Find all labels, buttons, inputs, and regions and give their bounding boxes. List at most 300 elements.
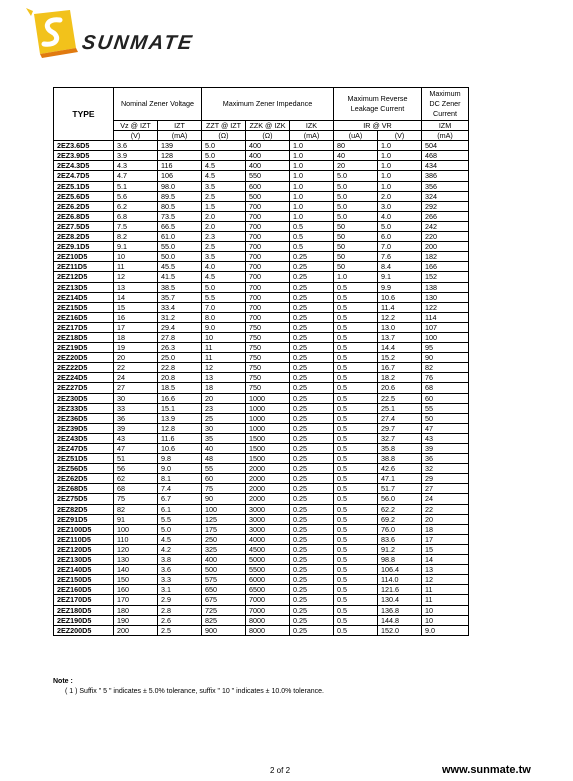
value-cell: 0.5 — [334, 524, 378, 534]
value-cell: 82 — [422, 363, 469, 373]
value-cell: 11 — [202, 353, 246, 363]
table-row — [54, 444, 469, 454]
value-cell: 1000 — [246, 423, 290, 433]
value-cell: 5.0 — [202, 282, 246, 292]
value-cell: 3.5 — [202, 252, 246, 262]
value-cell: 50 — [334, 252, 378, 262]
value-cell: 500 — [202, 565, 246, 575]
table-row — [54, 615, 469, 625]
table-row — [54, 332, 469, 342]
value-cell: 50 — [334, 262, 378, 272]
value-cell: 40 — [334, 151, 378, 161]
value-cell: 0.5 — [334, 575, 378, 585]
value-cell: 76.0 — [378, 524, 422, 534]
value-cell: 5.0 — [202, 141, 246, 151]
type-cell: 2EZ150D5 — [54, 575, 114, 585]
value-cell: 550 — [246, 171, 290, 181]
value-cell: 700 — [246, 302, 290, 312]
type-cell: 2EZ4.3D5 — [54, 161, 114, 171]
value-cell: 0.5 — [334, 343, 378, 353]
value-cell: 400 — [246, 161, 290, 171]
type-cell: 2EZ20D5 — [54, 353, 114, 363]
value-cell: 2.5 — [202, 191, 246, 201]
type-cell: 2EZ39D5 — [54, 423, 114, 433]
value-cell: 6500 — [246, 585, 290, 595]
value-cell: 60 — [422, 393, 469, 403]
value-cell: 9.0 — [422, 625, 469, 635]
table-row — [54, 605, 469, 615]
value-cell: 114 — [422, 312, 469, 322]
value-cell: 324 — [422, 191, 469, 201]
value-cell: 2.0 — [202, 211, 246, 221]
subheader: IZT — [158, 121, 202, 131]
value-cell: 138 — [422, 282, 469, 292]
value-cell: 0.5 — [334, 282, 378, 292]
value-cell: 130 — [422, 292, 469, 302]
value-cell: 35.7 — [158, 292, 202, 302]
value-cell: 468 — [422, 151, 469, 161]
value-cell: 0.5 — [334, 413, 378, 423]
value-cell: 0.5 — [334, 292, 378, 302]
value-cell: 128 — [158, 151, 202, 161]
value-cell: 100 — [422, 332, 469, 342]
value-cell: 9.0 — [158, 464, 202, 474]
value-cell: 8.4 — [378, 262, 422, 272]
value-cell: 0.5 — [334, 544, 378, 554]
value-cell: 121.6 — [378, 585, 422, 595]
value-cell: 19 — [114, 343, 158, 353]
value-cell: 5500 — [246, 565, 290, 575]
value-cell: 39 — [114, 423, 158, 433]
value-cell: 0.25 — [290, 605, 334, 615]
value-cell: 18 — [114, 332, 158, 342]
value-cell: 43 — [114, 433, 158, 443]
value-cell: 400 — [202, 555, 246, 565]
value-cell: 0.25 — [290, 353, 334, 363]
value-cell: 75 — [114, 494, 158, 504]
subheader: IR @ VR — [334, 121, 422, 131]
value-cell: 0.25 — [290, 514, 334, 524]
value-cell: 900 — [202, 625, 246, 635]
value-cell: 29 — [422, 474, 469, 484]
value-cell: 9.1 — [114, 242, 158, 252]
value-cell: 18 — [422, 524, 469, 534]
type-cell: 2EZ16D5 — [54, 312, 114, 322]
value-cell: 82 — [114, 504, 158, 514]
value-cell: 650 — [202, 585, 246, 595]
value-cell: 106.4 — [378, 565, 422, 575]
table-row — [54, 161, 469, 171]
value-cell: 0.5 — [334, 585, 378, 595]
unit: (V) — [114, 131, 158, 141]
table-row — [54, 413, 469, 423]
value-cell: 107 — [422, 322, 469, 332]
note-section — [53, 678, 324, 695]
value-cell: 4.5 — [158, 534, 202, 544]
value-cell: 6.2 — [114, 201, 158, 211]
value-cell: 1.0 — [290, 151, 334, 161]
value-cell: 4000 — [246, 534, 290, 544]
type-cell: 2EZ91D5 — [54, 514, 114, 524]
type-cell: 2EZ5.1D5 — [54, 181, 114, 191]
value-cell: 40 — [202, 444, 246, 454]
value-cell: 175 — [202, 524, 246, 534]
value-cell: 2.3 — [202, 232, 246, 242]
table-row — [54, 555, 469, 565]
value-cell: 0.5 — [334, 322, 378, 332]
value-cell: 136.8 — [378, 605, 422, 615]
value-cell: 2000 — [246, 464, 290, 474]
value-cell: 0.5 — [334, 302, 378, 312]
value-cell: 120 — [114, 544, 158, 554]
value-cell: 700 — [246, 252, 290, 262]
value-cell: 250 — [202, 534, 246, 544]
value-cell: 0.5 — [334, 444, 378, 454]
value-cell: 3.9 — [114, 151, 158, 161]
value-cell: 22 — [422, 504, 469, 514]
value-cell: 1.0 — [290, 191, 334, 201]
value-cell: 1.0 — [290, 201, 334, 211]
value-cell: 5.0 — [334, 201, 378, 211]
type-cell: 2EZ75D5 — [54, 494, 114, 504]
value-cell: 20 — [422, 514, 469, 524]
value-cell: 13.9 — [158, 413, 202, 423]
value-cell: 122 — [422, 302, 469, 312]
value-cell: 50 — [334, 221, 378, 231]
type-cell: 2EZ5.6D5 — [54, 191, 114, 201]
note-title: Note : — [53, 678, 73, 685]
sunmate-logo — [26, 8, 216, 63]
type-cell: 2EZ9.1D5 — [54, 242, 114, 252]
value-cell: 1.0 — [334, 272, 378, 282]
value-cell: 6.1 — [158, 504, 202, 514]
value-cell: 2000 — [246, 484, 290, 494]
zener-spec-table — [53, 87, 469, 636]
value-cell: 0.25 — [290, 534, 334, 544]
value-cell: 2000 — [246, 494, 290, 504]
type-cell: 2EZ30D5 — [54, 393, 114, 403]
value-cell: 55 — [422, 403, 469, 413]
note-line: ( 1 ) Suffix " 5 " indicates ± 5.0% tolerance, suffix " 10 " indicates ± 10.0% tolerance. — [65, 688, 324, 695]
value-cell: 0.5 — [334, 464, 378, 474]
value-cell: 1000 — [246, 413, 290, 423]
value-cell: 292 — [422, 201, 469, 211]
value-cell: 11.4 — [378, 302, 422, 312]
unit: (uA) — [334, 131, 378, 141]
type-header: TYPE — [54, 88, 114, 141]
value-cell: 47 — [114, 444, 158, 454]
group-header: Maximum DC Zener Current — [422, 88, 469, 121]
type-cell: 2EZ10D5 — [54, 252, 114, 262]
table-body — [54, 141, 469, 636]
value-cell: 29.7 — [378, 423, 422, 433]
value-cell: 1500 — [246, 454, 290, 464]
value-cell: 13.0 — [378, 322, 422, 332]
value-cell: 200 — [422, 242, 469, 252]
value-cell: 50 — [334, 242, 378, 252]
value-cell: 0.5 — [334, 565, 378, 575]
value-cell: 27 — [114, 383, 158, 393]
value-cell: 0.25 — [290, 262, 334, 272]
value-cell: 8000 — [246, 615, 290, 625]
value-cell: 20 — [114, 353, 158, 363]
value-cell: 27.8 — [158, 332, 202, 342]
value-cell: 4.5 — [202, 171, 246, 181]
value-cell: 110 — [114, 534, 158, 544]
value-cell: 0.25 — [290, 383, 334, 393]
value-cell: 9.1 — [378, 272, 422, 282]
value-cell: 725 — [202, 605, 246, 615]
value-cell: 0.5 — [334, 383, 378, 393]
value-cell: 90 — [202, 494, 246, 504]
value-cell: 2.5 — [202, 242, 246, 252]
value-cell: 750 — [246, 332, 290, 342]
type-cell: 2EZ4.7D5 — [54, 171, 114, 181]
value-cell: 0.25 — [290, 312, 334, 322]
table-row — [54, 282, 469, 292]
value-cell: 14 — [114, 292, 158, 302]
group-header: Maximum Reverse Leakage Current — [334, 88, 422, 121]
value-cell: 5.5 — [202, 292, 246, 302]
value-cell: 700 — [246, 201, 290, 211]
value-cell: 5.0 — [202, 151, 246, 161]
value-cell: 50.0 — [158, 252, 202, 262]
value-cell: 73.5 — [158, 211, 202, 221]
value-cell: 98.8 — [378, 555, 422, 565]
value-cell: 22.8 — [158, 363, 202, 373]
value-cell: 130.4 — [378, 595, 422, 605]
value-cell: 5.0 — [378, 221, 422, 231]
value-cell: 32 — [422, 464, 469, 474]
value-cell: 1.0 — [290, 171, 334, 181]
value-cell: 400 — [246, 151, 290, 161]
table-row — [54, 464, 469, 474]
value-cell: 5.1 — [114, 181, 158, 191]
value-cell: 386 — [422, 171, 469, 181]
table-row — [54, 181, 469, 191]
type-cell: 2EZ8.2D5 — [54, 232, 114, 242]
value-cell: 0.25 — [290, 575, 334, 585]
value-cell: 89.5 — [158, 191, 202, 201]
value-cell: 98.0 — [158, 181, 202, 191]
value-cell: 33.4 — [158, 302, 202, 312]
value-cell: 23 — [202, 403, 246, 413]
value-cell: 0.25 — [290, 474, 334, 484]
value-cell: 5.0 — [334, 191, 378, 201]
value-cell: 12 — [422, 575, 469, 585]
value-cell: 13 — [422, 565, 469, 575]
value-cell: 106 — [158, 171, 202, 181]
value-cell: 116 — [158, 161, 202, 171]
type-cell: 2EZ130D5 — [54, 555, 114, 565]
value-cell: 1.0 — [290, 141, 334, 151]
value-cell: 700 — [246, 272, 290, 282]
value-cell: 50 — [422, 413, 469, 423]
table-row — [54, 141, 469, 151]
table-row — [54, 373, 469, 383]
subheader: IZM — [422, 121, 469, 131]
value-cell: 180 — [114, 605, 158, 615]
value-cell: 4.5 — [202, 161, 246, 171]
value-cell: 61.0 — [158, 232, 202, 242]
subheader: Vz @ IZT — [114, 121, 158, 131]
value-cell: 0.25 — [290, 332, 334, 342]
value-cell: 750 — [246, 353, 290, 363]
value-cell: 60 — [202, 474, 246, 484]
value-cell: 8.1 — [158, 474, 202, 484]
value-cell: 0.25 — [290, 343, 334, 353]
page-number: 2 of 2 — [270, 766, 291, 775]
value-cell: 17 — [422, 534, 469, 544]
table-row — [54, 433, 469, 443]
value-cell: 0.25 — [290, 403, 334, 413]
value-cell: 0.5 — [334, 484, 378, 494]
unit: (mA) — [158, 131, 202, 141]
value-cell: 4.7 — [114, 171, 158, 181]
value-cell: 266 — [422, 211, 469, 221]
unit: (Ω) — [202, 131, 246, 141]
value-cell: 17 — [114, 322, 158, 332]
subheader: ZZT @ IZT — [202, 121, 246, 131]
value-cell: 0.5 — [334, 534, 378, 544]
value-cell: 80.5 — [158, 201, 202, 211]
value-cell: 0.25 — [290, 444, 334, 454]
value-cell: 0.25 — [290, 565, 334, 575]
value-cell: 0.5 — [334, 474, 378, 484]
table-row — [54, 292, 469, 302]
type-cell: 2EZ62D5 — [54, 474, 114, 484]
group-header: Maximum Zener Impedance — [202, 88, 334, 121]
logo-mark-icon — [26, 8, 82, 60]
value-cell: 700 — [246, 221, 290, 231]
value-cell: 9.9 — [378, 282, 422, 292]
value-cell: 22.5 — [378, 393, 422, 403]
value-cell: 5.5 — [158, 514, 202, 524]
value-cell: 675 — [202, 595, 246, 605]
type-cell: 2EZ190D5 — [54, 615, 114, 625]
value-cell: 0.25 — [290, 625, 334, 635]
value-cell: 7000 — [246, 605, 290, 615]
table-row — [54, 383, 469, 393]
value-cell: 20.8 — [158, 373, 202, 383]
value-cell: 10 — [202, 332, 246, 342]
value-cell: 5.0 — [334, 181, 378, 191]
value-cell: 10 — [422, 605, 469, 615]
value-cell: 62 — [114, 474, 158, 484]
value-cell: 41.5 — [158, 272, 202, 282]
table-row — [54, 343, 469, 353]
value-cell: 152 — [422, 272, 469, 282]
table-row — [54, 393, 469, 403]
value-cell: 80 — [334, 141, 378, 151]
value-cell: 0.25 — [290, 544, 334, 554]
type-cell: 2EZ24D5 — [54, 373, 114, 383]
value-cell: 10 — [114, 252, 158, 262]
value-cell: 325 — [202, 544, 246, 554]
value-cell: 0.25 — [290, 615, 334, 625]
table-row — [54, 494, 469, 504]
value-cell: 32.7 — [378, 433, 422, 443]
value-cell: 56 — [114, 464, 158, 474]
value-cell: 0.5 — [334, 433, 378, 443]
type-cell: 2EZ14D5 — [54, 292, 114, 302]
value-cell: 1000 — [246, 403, 290, 413]
value-cell: 27.4 — [378, 413, 422, 423]
value-cell: 0.25 — [290, 555, 334, 565]
value-cell: 3000 — [246, 524, 290, 534]
value-cell: 139 — [158, 141, 202, 151]
value-cell: 66.5 — [158, 221, 202, 231]
table-row — [54, 252, 469, 262]
value-cell: 7.0 — [378, 242, 422, 252]
value-cell: 0.25 — [290, 454, 334, 464]
value-cell: 0.5 — [334, 393, 378, 403]
type-cell: 2EZ6.2D5 — [54, 201, 114, 211]
value-cell: 2.6 — [158, 615, 202, 625]
table-row — [54, 504, 469, 514]
value-cell: 5.0 — [334, 211, 378, 221]
value-cell: 55.0 — [158, 242, 202, 252]
value-cell: 504 — [422, 141, 469, 151]
value-cell: 3.3 — [158, 575, 202, 585]
value-cell: 1.0 — [378, 171, 422, 181]
value-cell: 20 — [334, 161, 378, 171]
type-cell: 2EZ22D5 — [54, 363, 114, 373]
value-cell: 220 — [422, 232, 469, 242]
value-cell: 9.0 — [202, 322, 246, 332]
value-cell: 2000 — [246, 474, 290, 484]
value-cell: 15.2 — [378, 353, 422, 363]
value-cell: 45.5 — [158, 262, 202, 272]
value-cell: 3000 — [246, 504, 290, 514]
value-cell: 1500 — [246, 444, 290, 454]
value-cell: 3.6 — [158, 565, 202, 575]
type-cell: 2EZ15D5 — [54, 302, 114, 312]
value-cell: 7.6 — [378, 252, 422, 262]
value-cell: 90 — [422, 353, 469, 363]
table-row — [54, 524, 469, 534]
value-cell: 13.7 — [378, 332, 422, 342]
type-cell: 2EZ11D5 — [54, 262, 114, 272]
value-cell: 51 — [114, 454, 158, 464]
value-cell: 750 — [246, 383, 290, 393]
value-cell: 400 — [246, 141, 290, 151]
value-cell: 0.25 — [290, 595, 334, 605]
value-cell: 0.25 — [290, 504, 334, 514]
value-cell: 68 — [422, 383, 469, 393]
value-cell: 15 — [114, 302, 158, 312]
table-row — [54, 575, 469, 585]
table-row — [54, 625, 469, 635]
value-cell: 0.25 — [290, 252, 334, 262]
value-cell: 11 — [114, 262, 158, 272]
value-cell: 91.2 — [378, 544, 422, 554]
value-cell: 24 — [422, 494, 469, 504]
value-cell: 22 — [114, 363, 158, 373]
value-cell: 1.0 — [290, 161, 334, 171]
value-cell: 0.25 — [290, 464, 334, 474]
value-cell: 0.25 — [290, 423, 334, 433]
value-cell: 0.5 — [334, 454, 378, 464]
type-cell: 2EZ100D5 — [54, 524, 114, 534]
value-cell: 190 — [114, 615, 158, 625]
table-row — [54, 272, 469, 282]
value-cell: 35.8 — [378, 444, 422, 454]
value-cell: 83.6 — [378, 534, 422, 544]
value-cell: 3.1 — [158, 585, 202, 595]
value-cell: 700 — [246, 242, 290, 252]
value-cell: 130 — [114, 555, 158, 565]
